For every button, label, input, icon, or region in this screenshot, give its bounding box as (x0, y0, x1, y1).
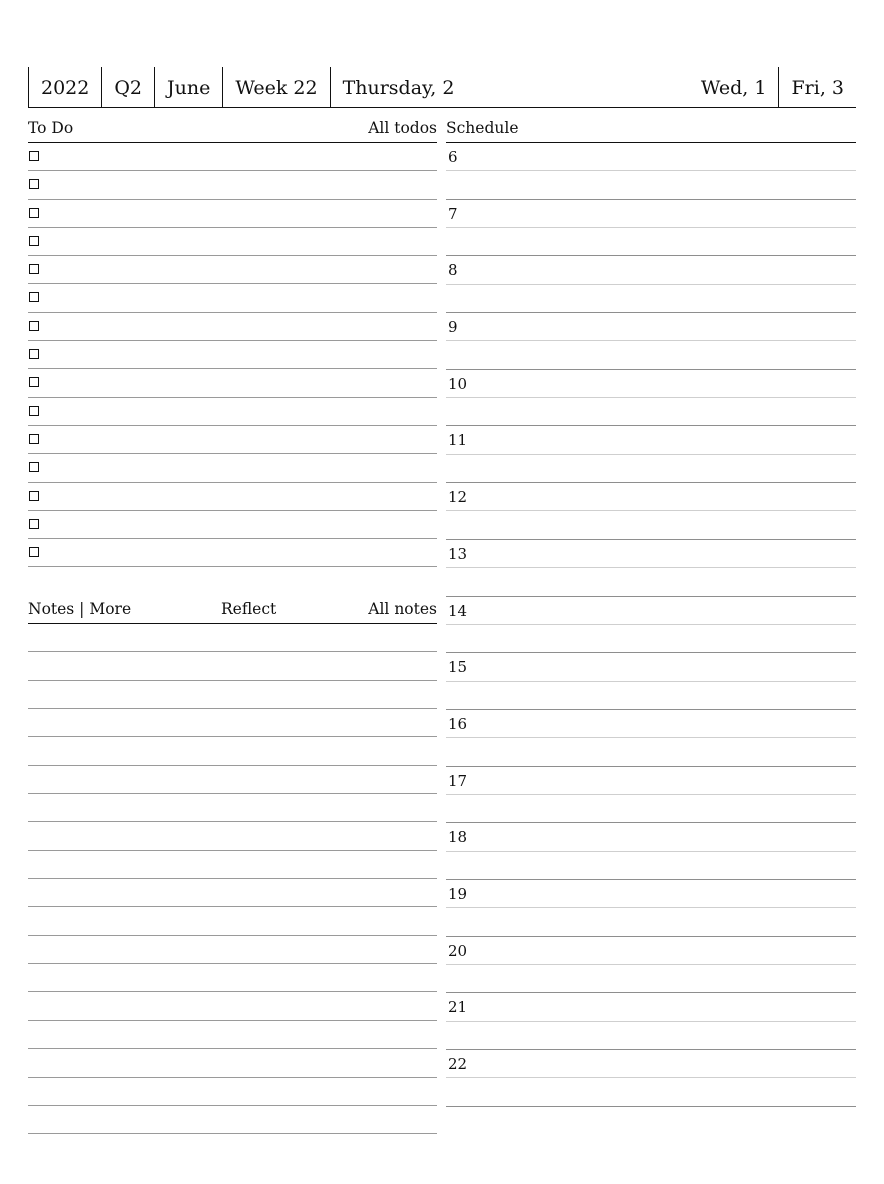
checkbox-icon[interactable] (29, 519, 39, 529)
note-line[interactable] (28, 794, 437, 822)
checkbox-icon[interactable] (29, 349, 39, 359)
schedule-slot[interactable] (446, 370, 856, 398)
note-line[interactable] (28, 681, 437, 709)
todo-item[interactable] (28, 313, 437, 341)
note-line[interactable] (28, 907, 437, 935)
notes-header (28, 595, 437, 624)
schedule-slot[interactable] (446, 767, 856, 795)
note-line[interactable] (28, 964, 437, 992)
top-navigation (28, 67, 856, 108)
schedule-slot[interactable] (446, 171, 856, 199)
todo-item[interactable] (28, 284, 437, 312)
checkbox-icon[interactable] (29, 151, 39, 161)
schedule-slot[interactable] (446, 682, 856, 710)
checkbox-icon[interactable] (29, 179, 39, 189)
todo-item[interactable] (28, 143, 437, 171)
notes-section (28, 595, 437, 1134)
hour-label: 11 (448, 431, 468, 450)
day-switcher (689, 67, 856, 107)
next-day-link[interactable]: Fri, 3 (778, 67, 856, 107)
todo-item[interactable] (28, 483, 437, 511)
schedule-slot[interactable] (446, 908, 856, 936)
todo-item[interactable] (28, 200, 437, 228)
schedule-slot[interactable] (446, 653, 856, 681)
schedule-slot[interactable] (446, 880, 856, 908)
nav-item[interactable]: 2022 (28, 67, 101, 107)
note-line[interactable] (28, 652, 437, 680)
note-line[interactable] (28, 1106, 437, 1134)
schedule-slot[interactable] (446, 795, 856, 823)
hour-label: 9 (448, 318, 458, 337)
hour-label: 18 (448, 828, 468, 847)
todo-item[interactable] (28, 539, 437, 567)
hour-label: 6 (448, 148, 458, 166)
schedule-title: Schedule (446, 119, 519, 137)
breadcrumb (28, 67, 466, 107)
schedule-slot[interactable] (446, 455, 856, 483)
schedule-slot[interactable] (446, 341, 856, 369)
hour-label: 20 (448, 941, 468, 960)
schedule-slot[interactable] (446, 398, 856, 426)
note-line[interactable] (28, 1078, 437, 1106)
schedule-slot[interactable] (446, 852, 856, 880)
schedule-slot[interactable] (446, 143, 856, 171)
schedule-slot[interactable] (446, 625, 856, 653)
hour-label: 12 (448, 488, 468, 507)
hour-label: 15 (448, 658, 468, 677)
schedule-slot[interactable] (446, 540, 856, 568)
schedule-slot[interactable] (446, 710, 856, 738)
schedule-slot[interactable] (446, 256, 856, 284)
todo-title: To Do (28, 119, 74, 137)
note-line[interactable] (28, 822, 437, 850)
nav-item[interactable]: Week 22 (222, 67, 329, 107)
note-line[interactable] (28, 1021, 437, 1049)
hour-label: 10 (448, 374, 468, 393)
notes-more-link[interactable]: Notes | More (28, 600, 132, 618)
checkbox-icon[interactable] (29, 236, 39, 246)
schedule-slot[interactable] (446, 426, 856, 454)
hour-label: 22 (448, 1055, 468, 1073)
schedule-slot[interactable] (446, 965, 856, 993)
nav-item[interactable]: Q2 (101, 67, 154, 107)
schedule-slot[interactable] (446, 228, 856, 256)
checkbox-icon[interactable] (29, 292, 39, 302)
schedule-slot[interactable] (446, 937, 856, 965)
schedule-slot[interactable] (446, 313, 856, 341)
checkbox-icon[interactable] (29, 462, 39, 472)
schedule-slot[interactable] (446, 511, 856, 539)
note-line[interactable] (28, 936, 437, 964)
checkbox-icon[interactable] (29, 434, 39, 444)
todo-section (28, 114, 437, 567)
todo-list (28, 143, 437, 567)
schedule-grid (446, 143, 856, 1107)
checkbox-icon[interactable] (29, 547, 39, 557)
schedule-slot[interactable] (446, 738, 856, 766)
hour-label: 13 (448, 544, 468, 563)
checkbox-icon[interactable] (29, 406, 39, 416)
todo-item[interactable] (28, 454, 437, 482)
todo-item[interactable] (28, 228, 437, 256)
todo-item[interactable] (28, 398, 437, 426)
todo-item[interactable] (28, 369, 437, 397)
checkbox-icon[interactable] (29, 208, 39, 218)
note-line[interactable] (28, 766, 437, 794)
schedule-slot[interactable] (446, 483, 856, 511)
schedule-slot[interactable] (446, 993, 856, 1021)
note-line[interactable] (28, 737, 437, 765)
hour-label: 7 (448, 204, 458, 223)
reflect-link[interactable]: Reflect (221, 600, 277, 618)
schedule-slot[interactable] (446, 1050, 856, 1078)
hour-label: 14 (448, 601, 468, 620)
todo-item[interactable] (28, 511, 437, 539)
note-line[interactable] (28, 624, 437, 652)
todo-item[interactable] (28, 171, 437, 199)
nav-item[interactable]: June (154, 67, 222, 107)
schedule-slot[interactable] (446, 823, 856, 851)
hour-label: 16 (448, 714, 468, 733)
todo-item[interactable] (28, 341, 437, 369)
schedule-slot[interactable] (446, 285, 856, 313)
nav-item[interactable]: Thursday, 2 (330, 67, 467, 107)
todo-item[interactable] (28, 426, 437, 454)
schedule-section (446, 114, 856, 1107)
hour-label: 8 (448, 261, 458, 280)
todo-header (28, 114, 437, 143)
schedule-slot[interactable] (446, 568, 856, 596)
previous-day-link[interactable]: Wed, 1 (700, 77, 767, 99)
checkbox-icon[interactable] (29, 491, 39, 501)
all-todos-link[interactable]: All todos (368, 119, 437, 137)
checkbox-icon[interactable] (29, 321, 39, 331)
hour-label: 21 (448, 998, 468, 1017)
checkbox-icon[interactable] (29, 264, 39, 274)
checkbox-icon[interactable] (29, 377, 39, 387)
schedule-slot[interactable] (446, 597, 856, 625)
schedule-slot[interactable] (446, 1078, 856, 1106)
note-line[interactable] (28, 992, 437, 1020)
note-line[interactable] (28, 1049, 437, 1077)
todo-item[interactable] (28, 256, 437, 284)
schedule-header (446, 114, 856, 143)
schedule-slot[interactable] (446, 200, 856, 228)
schedule-slot[interactable] (446, 1022, 856, 1050)
notes-lines (28, 624, 437, 1134)
all-notes-link[interactable]: All notes (368, 600, 437, 618)
note-line[interactable] (28, 879, 437, 907)
note-line[interactable] (28, 851, 437, 879)
note-line[interactable] (28, 709, 437, 737)
hour-label: 17 (448, 771, 468, 790)
hour-label: 19 (448, 884, 468, 903)
